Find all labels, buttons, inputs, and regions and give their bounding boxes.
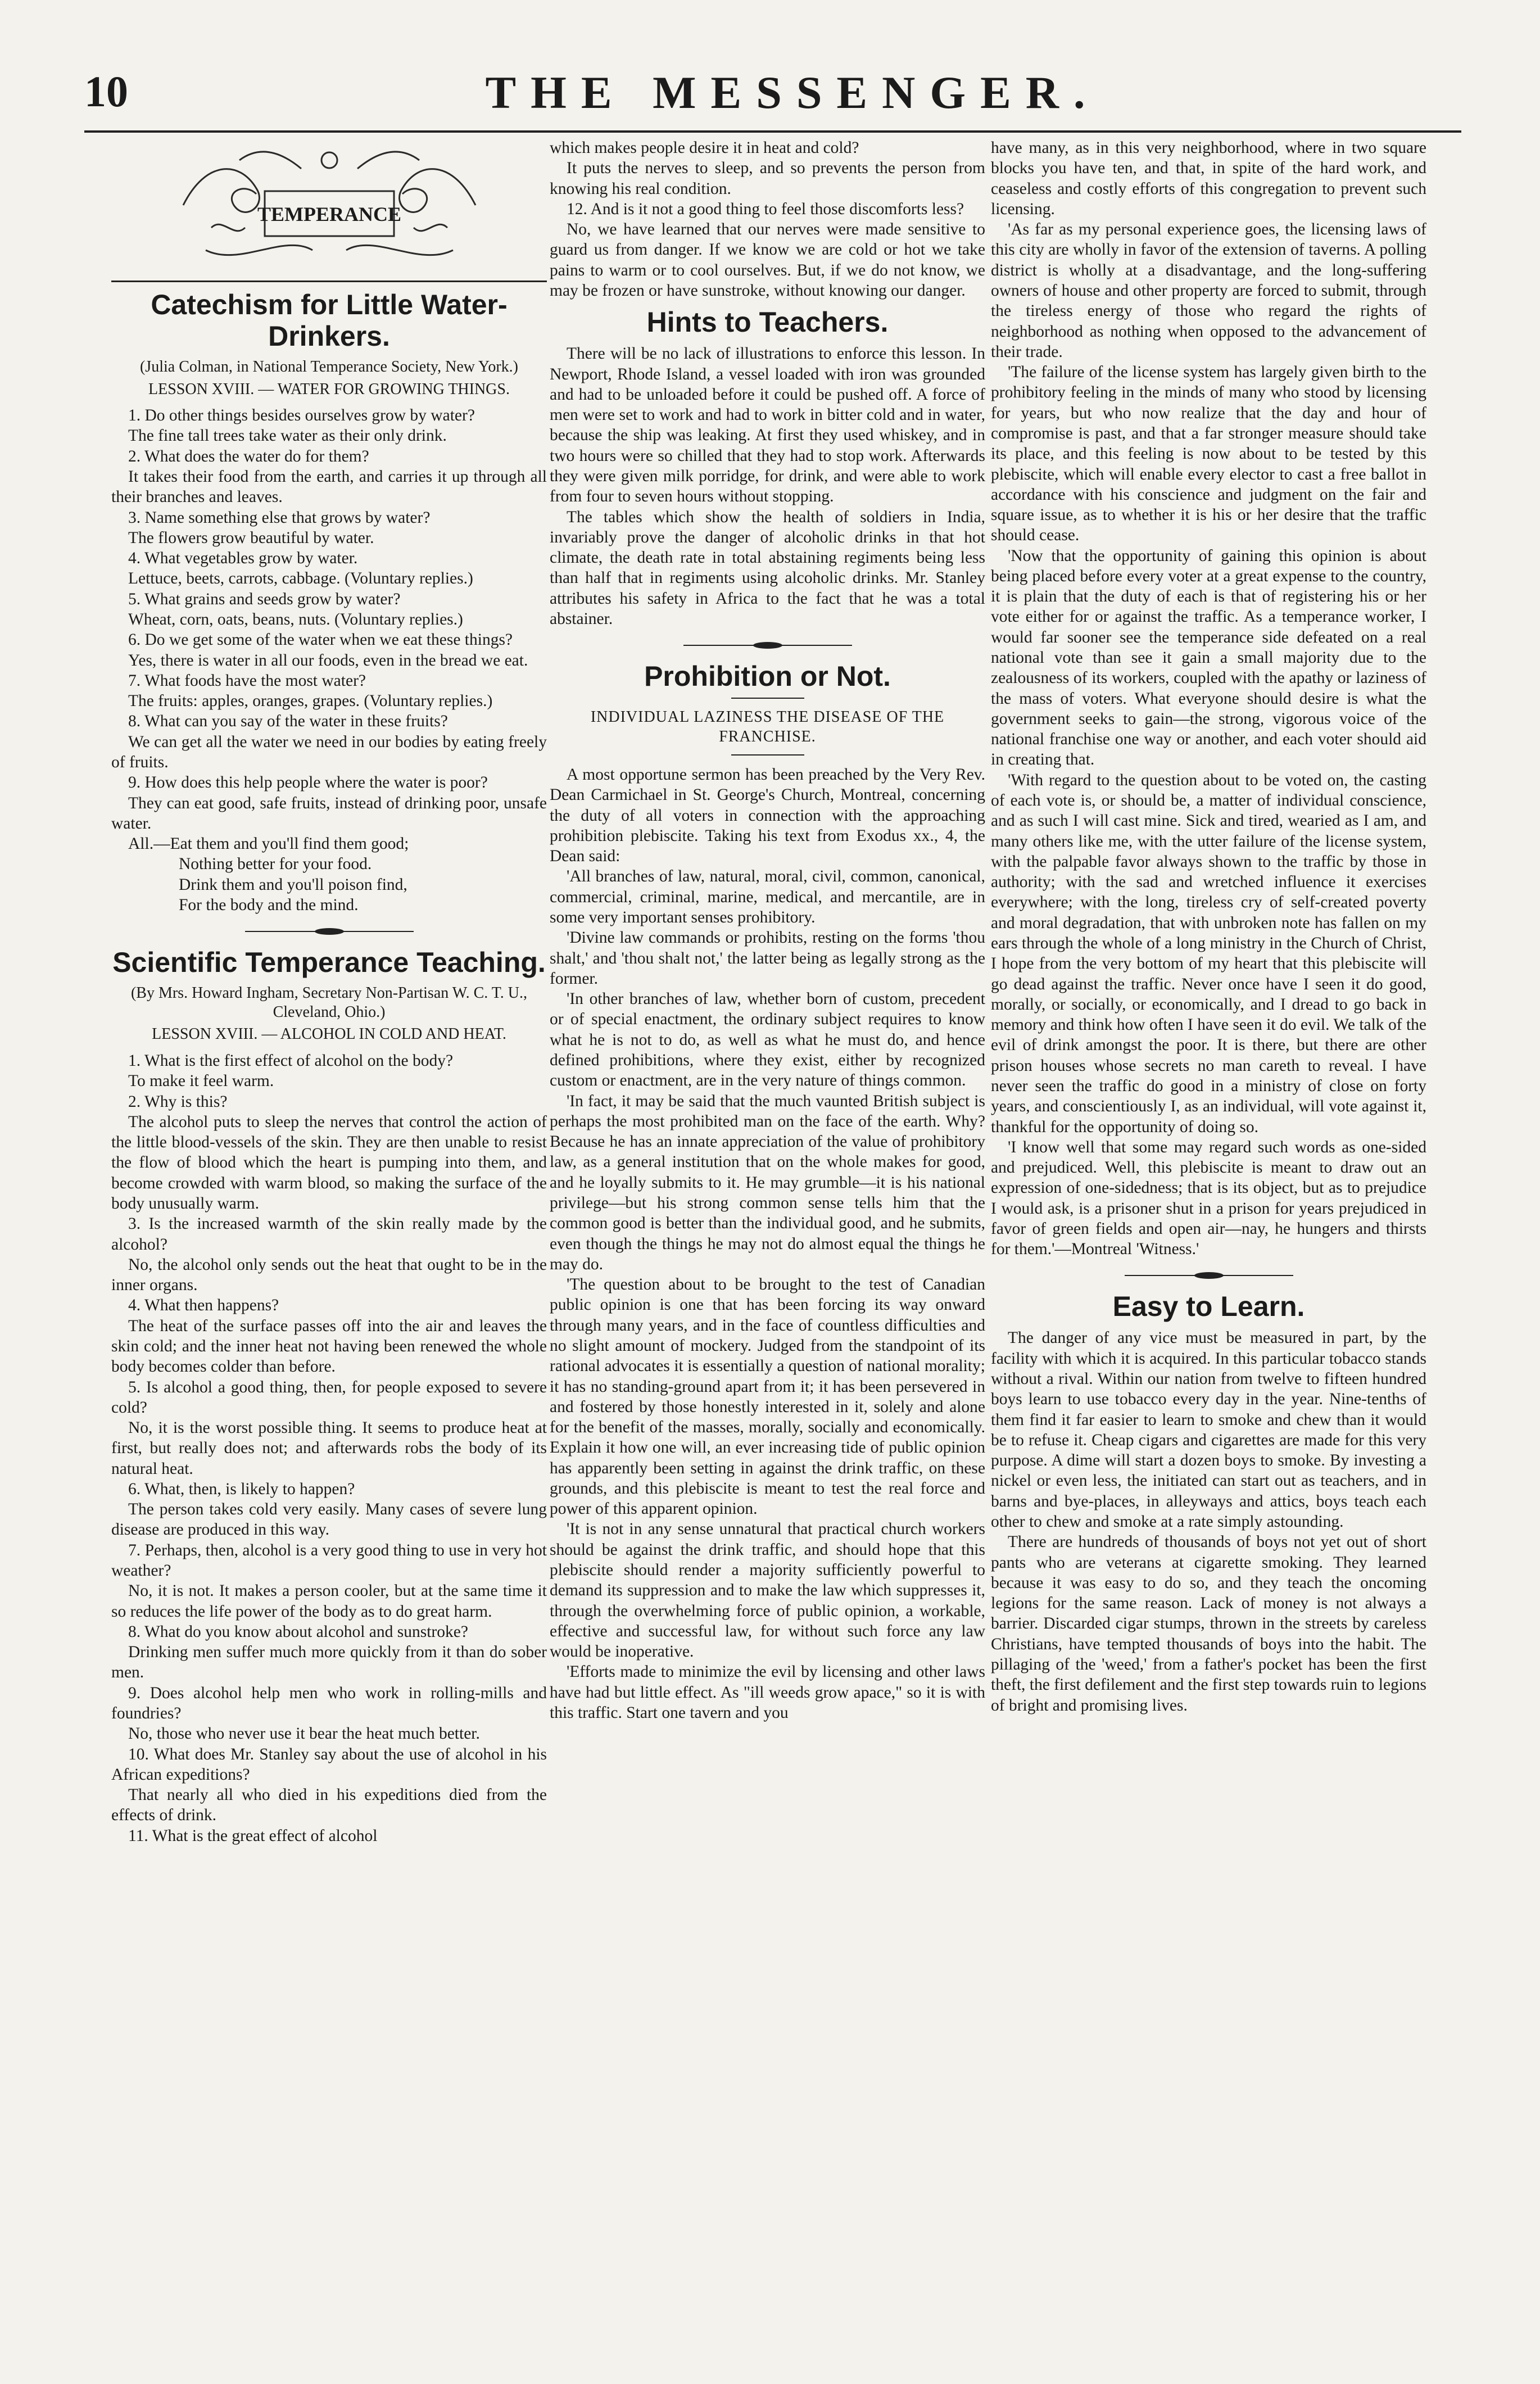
section-rule	[111, 281, 547, 282]
catechism-verse	[111, 834, 547, 915]
page-number: 10	[84, 67, 128, 116]
catechism-line: The fruits: apples, oranges, grapes. (Voluntary replies.)	[128, 692, 493, 711]
temperance-ornament-icon	[172, 138, 487, 273]
catechism-line: Wheat, corn, oats, beans, nuts. (Voluntary replies.)	[128, 610, 463, 628]
verse-line: All.—Eat them and you'll find them good;	[128, 835, 409, 853]
easy-paragraph: The danger of any vice must be measured in part, by the facility with which it is acquired. In this particular tobacco stands without a rival. Within our nation from twelve to fifteen hundred boys learn to use tobacco every day in the year. Nine-tenths of them find it far easier to learn to smoke and chew than it would be to refuse it. Cheap cigars and cigarettes are made for this very purpose. A dime will start a dozen boys to smoke. By investing a nickel or even less, the initiated can start out as teachers, and in barns and bye-places, in alleyways and attics, boys teach each other to chew and smoke at a rate simply astounding.	[991, 1329, 1426, 1531]
catechism-title: Catechism for Little Water-Drinkers.	[151, 289, 508, 352]
catechism-byline: (Julia Colman, in National Temperance Society, New York.)	[139, 358, 518, 376]
prohibition-paragraph: 'In other branches of law, whether born of custom, precedent or of special enactment, the ordinary subject requires to know what he is not to do, as well as what he must do, and hence defined prohibitions, where they exist, either by recognized custom or enactment, are in the very nature of things common.	[550, 990, 985, 1090]
catechism-line: Yes, there is water in all our foods, even in the bread we eat.	[128, 651, 528, 669]
catechism-line: 4. What vegetables grow by water.	[128, 549, 358, 568]
scientific-line: 9. Does alcohol help men who work in rolling-mills and foundries?	[111, 1684, 547, 1722]
scientific-line: To make it feel warm.	[128, 1072, 274, 1091]
column-middle	[550, 138, 985, 1723]
verse-line: Drink them and you'll poison find,	[179, 875, 407, 894]
catechism-line: 3. Name something else that grows by water?	[128, 508, 431, 527]
scientific-line: No, it is not. It makes a person cooler, but at the same time it so reduces the life power of the body as to do great harm.	[111, 1582, 547, 1621]
scientific-line: 4. What then happens?	[128, 1296, 279, 1315]
continued-paragraph: 'As far as my personal experience goes, the licensing laws of this city are wholly in favor of the extension of taverns. A polling district is wholly at a disadvantage, and the long-suffering owners of house and other property are forced to submit, through the tireless energy of those who regard the rights of neighborhood as nothing when opposed to the advancement of their trade.	[991, 220, 1426, 361]
catechism-line: 9. How does this help people where the water is poor?	[128, 773, 488, 792]
continued-paragraph: 'With regard to the question about to be voted on, the casting of each vote is, or should be, a matter of individual conscience, and as such I will cast mine. Sick and tired, wearied as I am, and many others like me, with the utter failure of the license system, with the palpable favor always shown to the traffic by those in authority; with the sad and wretched influence it exercises everywhere; with the long, tireless cry of self-created poverty and moral degradation, that with unbroken note has fallen on my ears through the whole of a long ministry in the Church of Christ, I hope from the very bottom of my heart that this plebiscite will go dead against the traffic. Never once have I seen it do good, morally, or socially, or economically, and I dread to go back in memory and think how often I have seen it do evil. We talk of the evil of drink amongst the poor. It is there, but there are other prison houses whose secrets no man careth to reveal. I have never seen the traffic do good in a ministry of close on forty years, and conscientiously I, as an individual, will vote against it, thankful for the opportunity of doing so.	[991, 771, 1426, 1136]
scientific-line: That nearly all who died in his expeditions died from the effects of drink.	[111, 1786, 547, 1825]
scientific-line: 2. Why is this?	[128, 1092, 228, 1111]
catechism-line: The flowers grow beautiful by water.	[128, 528, 374, 547]
scientific-byline: (By Mrs. Howard Ingham, Secretary Non-Partisan W. C. T. U., Cleveland, Ohio.)	[130, 984, 528, 1021]
short-rule	[731, 754, 804, 756]
continued-paragraph: have many, as in this very neighborhood, where in two square blocks you have ten, and that, in spite of the hard work, and ceaseless and costly efforts of this congregation to prevent such licensing.	[991, 139, 1426, 218]
section-separator-icon	[245, 928, 414, 935]
prohibition-paragraph: 'The question about to be brought to the test of Canadian public opinion is one that has been forcing its way onward through many years, and in the face of countless difficulties and no slight amount of mockery. Judged from the standpoint of its rational advocates it is essentially a question of national morality; it has no standing-ground apart from it; it has been persevered in and fostered by those honestly interested in it, solely and alone for the benefit of the masses, morally, socially and economically. Explain it how one will, an ever increasing tide of public opinion has apparently been setting in against the drink traffic, on these grounds, and this plebiscite is meant to test the real force and power of this apparent opinion.	[550, 1275, 985, 1518]
prohibition-paragraph: 'All branches of law, natural, moral, civil, common, canonical, commercial, criminal, marine, medical, and mercantile, are in some very important senses prohibitory.	[550, 867, 985, 927]
scientific-line: 11. What is the great effect of alcohol	[128, 1826, 378, 1845]
easy-title: Easy to Learn.	[1112, 1291, 1305, 1323]
verse-line: For the body and the mind.	[179, 895, 359, 914]
catechism-line: Lettuce, beets, carrots, cabbage. (Voluntary replies.)	[128, 569, 473, 588]
scientific-line: The alcohol puts to sleep the nerves that control the action of the little blood-vessels of the skin. They are then unable to resist the flow of blood which the heart is pumping into them, and become crowded with warm blood, so making the surface of the body unusually warm.	[111, 1112, 547, 1213]
scientific-line: No, those who never use it bear the heat much better.	[128, 1725, 480, 1743]
catechism-line: They can eat good, safe fruits, instead of drinking poor, unsafe water.	[111, 794, 547, 833]
prohibition-title: Prohibition or Not.	[644, 661, 891, 693]
hints-title: Hints to Teachers.	[646, 306, 889, 338]
catechism-line: 5. What grains and seeds grow by water?	[128, 590, 401, 608]
masthead	[84, 66, 1433, 128]
section-separator-icon	[683, 641, 852, 649]
scientific-line: 10. What does Mr. Stanley say about the use of alcohol in his African expeditions?	[111, 1745, 547, 1784]
short-rule	[731, 698, 804, 699]
section-separator-icon	[1125, 1272, 1293, 1279]
scientific-line: The heat of the surface passes off into the air and leaves the skin cold; and the inner heat not having been renewed the whole body becomes colder than before.	[111, 1317, 547, 1376]
prohibition-paragraph: 'Divine law commands or prohibits, resting on the forms 'thou shalt,' and 'thou shalt not,' the latter being as legally strong as the former.	[550, 929, 985, 988]
catechism-lesson: LESSON XVIII. — WATER FOR GROWING THINGS.	[148, 380, 510, 398]
easy-paragraph: There are hundreds of thousands of boys not yet out of short pants who are veterans at cigarette smoking. They learned because it was easy to do so, and they teach the oncoming legions for the same reason. Lack of money is not always a barrier. Discarded cigar stumps, thrown in the streets by careless Christians, have tempted thousands of boys into the habit. The pillaging of the 'weed,' from a father's pocket has been the first theft, the first defilement and the first step towards ruin to legions of bright and promising lives.	[991, 1533, 1427, 1715]
prohibition-paragraph: 'In fact, it may be said that the much vaunted British subject is perhaps the most prohibited man on the face of the earth. Why? Because he has an innate appreciation of the value of prohibitory law, as a general institution that on the whole makes for good, and he loyally submits to it. He may grumble—it is his national privilege—but his strong common sense tells him that the common good is better than the individual good, and he submits, even though the things he may not do almost equal the things he may do.	[550, 1092, 985, 1273]
catechism-line: 1. Do other things besides ourselves grow by water?	[128, 406, 475, 425]
scientific-body	[111, 1051, 547, 1846]
catechism-line: It takes their food from the earth, and carries it up through all their branches and leaves.	[111, 468, 547, 506]
continued-paragraph: It puts the nerves to sleep, and so prevents the person from knowing his real condition.	[550, 159, 985, 198]
scientific-lesson: LESSON XVIII. — ALCOHOL IN COLD AND HEAT.	[152, 1025, 506, 1043]
prohibition-paragraph: A most opportune sermon has been preached by the Very Rev. Dean Carmichael in St. George's Church, Montreal, concerning the duty of all voters in connection with the approaching prohibition plebiscite. Taking his text from Exodus xx., 4, the Dean said:	[550, 766, 985, 866]
prohibition-paragraph: 'Efforts made to minimize the evil by licensing and other laws have had but little effect. As "ill weeds grow apace," so it is with this traffic. Start one tavern and you	[550, 1663, 985, 1722]
column-right	[991, 138, 1426, 1716]
scientific-line: 7. Perhaps, then, alcohol is a very good thing to use in very hot weather?	[111, 1541, 547, 1580]
catechism-body	[111, 405, 547, 915]
scientific-line: No, it is the worst possible thing. It seems to produce heat at first, but really does not; and afterwards robs the body of its natural heat.	[111, 1419, 547, 1478]
scientific-line: 3. Is the increased warmth of the skin really made by the alcohol?	[111, 1215, 547, 1254]
catechism-line: 2. What does the water do for them?	[128, 447, 369, 465]
ornament-label: TEMPERANCE	[257, 203, 401, 225]
scientific-line: Drinking men suffer much more quickly from it than do sober men.	[111, 1643, 547, 1682]
catechism-line: 8. What can you say of the water in these fruits?	[128, 712, 448, 731]
continued-paragraph: 12. And is it not a good thing to feel those discomforts less?	[567, 200, 964, 218]
hints-paragraph: The tables which show the health of soldiers in India, invariably prove the danger of alcoholic drinks in that hot climate, the death rate in total abstaining regiments being less than half that in regiments using alcoholic drinks. Mr. Stanley attributes his safety in Africa to the fact that he was a total abstainer.	[550, 508, 985, 628]
scientific-line: The person takes cold very easily. Many cases of severe lung disease are produced in this way.	[111, 1500, 547, 1539]
scientific-line: 6. What, then, is likely to happen?	[128, 1480, 355, 1498]
continued-paragraph: which makes people desire it in heat and cold?	[550, 139, 859, 157]
prohibition-subtitle: INDIVIDUAL LAZINESS THE DISEASE OF THE FRANCHISE.	[590, 708, 945, 745]
scientific-line: No, the alcohol only sends out the heat that ought to be in the inner organs.	[111, 1255, 547, 1295]
catechism-line: The fine tall trees take water as their only drink.	[128, 427, 447, 445]
scientific-line: 5. Is alcohol a good thing, then, for people exposed to severe cold?	[111, 1378, 547, 1417]
hints-paragraph: There will be no lack of illustrations to enforce this lesson. In Newport, Rhode Island, a vessel loaded with iron was grounded and had to be unloaded before it could be pushed off. A force of men were set to work and had to work in bitter cold and in water, because the ship was leaking. At first they used whiskey, and in two hours were so chilled that they had to stop work. Afterwards they were given milk porridge, for drink, and were able to work from four to seven hours without stopping.	[550, 345, 985, 506]
column-left	[111, 138, 547, 1846]
catechism-line: 6. Do we get some of the water when we eat these things?	[128, 631, 513, 649]
continued-paragraph: 'Now that the opportunity of gaining this opinion is about being placed before every voter at a great expense to the country, it is plain that the duty of each is that of registering his or her vote either for or against the traffic. As a temperance worker, I would far sooner see the temperance side defeated on a real national vote than see it gain a small majority due to the zealousness of its workers, coupled with the apathy or laziness of the mass of voters. What everyone should desire is what the government seeks to gain—the strong, vigorous voice of the national franchise one way or another, and each voter should aid in creating that.	[991, 546, 1426, 769]
continued-paragraph: 'I know well that some may regard such words as one-sided and prejudiced. Well, this plebiscite is meant to draw out an expression of one-sidedness; that is its object, but as to prejudice I would ask, is a prisoner shut in a prison for years prejudiced in favor of green fields and open air—nay, he hungers and thirsts for them.'—Montreal 'Witness.'	[991, 1138, 1426, 1259]
scientific-line: 8. What do you know about alcohol and sunstroke?	[128, 1622, 468, 1641]
catechism-line: 7. What foods have the most water?	[128, 671, 366, 690]
scientific-title: Scientific Temperance Teaching.	[112, 947, 546, 979]
paper-name: THE MESSENGER.	[485, 67, 1100, 118]
scientific-line: 1. What is the first effect of alcohol on the body?	[128, 1052, 454, 1070]
continued-paragraph: No, we have learned that our nerves were made sensitive to guard us from danger. If we know we are cold or hot we take pains to warm or to cool ourselves. But, if we do not know, we may be frozen or have sunstroke, without knowing our danger.	[550, 220, 985, 300]
verse-line: Nothing better for your food.	[179, 855, 372, 874]
masthead-rule	[84, 130, 1461, 133]
continued-paragraph: 'The failure of the license system has largely given birth to the prohibitory feeling in the minds of many who stood by licensing for years, but who now realize that the day and hour of compromise is past, and that a far stronger measure should take its place, and this feeling is now about to be tested by this plebiscite, which will enable every elector to cast a free ballot in accordance with his conscience and judgment on the fair and square issue, as to whether it is his or her desire that the traffic should cease.	[991, 363, 1426, 545]
prohibition-paragraph: 'It is not in any sense unnatural that practical church workers should be against the drink traffic, and should hope that this plebiscite should render a majority sufficiently powerful to demand its suppression and to make the law which suppresses it, through the overwhelming force of public opinion, a workable, effective and successful law, for without such force any law would be inoperative.	[550, 1520, 985, 1661]
catechism-line: We can get all the water we need in our bodies by eating freely of fruits.	[111, 732, 547, 771]
